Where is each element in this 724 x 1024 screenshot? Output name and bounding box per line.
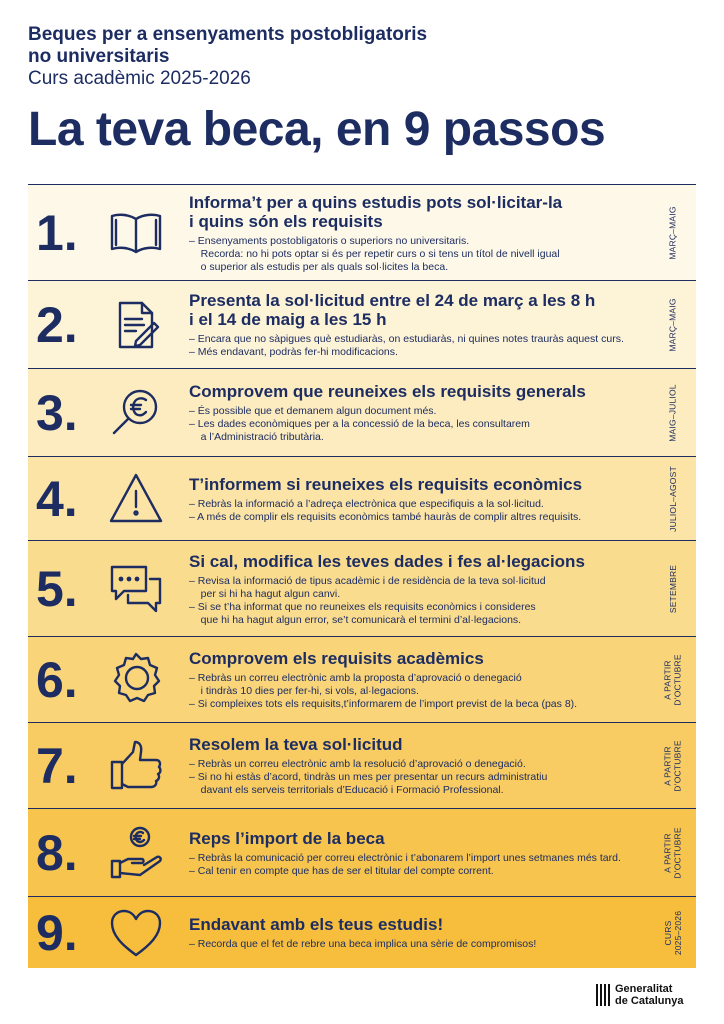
bullet-text: – Ensenyaments postobligatoris o superiors no universitaris. <box>189 234 470 247</box>
bullet-text: Recorda: no hi pots optar si és per repetir curs o si tens un títol de nivell igual <box>189 247 560 260</box>
euro-magnifier-icon <box>106 383 166 443</box>
period-label: MARÇ–MAIG <box>668 297 678 352</box>
bullet-text: – Les dades econòmiques per a la concessió de la beca, les consultarem <box>189 418 530 430</box>
bullet-text: a l’Administració tributària. <box>189 431 324 443</box>
bullet-text: per si hi ha hagut algun canvi. <box>189 587 341 600</box>
step-1 <box>28 184 696 280</box>
step-period <box>658 541 688 636</box>
step-period <box>658 897 688 968</box>
step-period <box>658 369 688 456</box>
bullet-text: – Rebràs la informació a l’adreça electrònica que especifiquis a la sol·licitud. <box>189 497 544 510</box>
document-pen-icon <box>106 295 166 355</box>
step-bullets <box>189 938 652 951</box>
step-period <box>658 809 688 896</box>
step-number: 1. <box>36 205 78 261</box>
bullet-text: – Si se t’ha informat que no reuneixes els requisits econòmics i consideres <box>189 600 536 613</box>
hand-euro-icon <box>106 823 166 883</box>
subtitle-line2: no universitaris <box>28 46 170 67</box>
bullet-text: – Més endavant, podràs fer-hi modificacions. <box>189 346 398 358</box>
bullet-text: – Rebràs la comunicació per correu electrònic i t’abonarem l’import unes setmanes més tard. <box>189 851 621 864</box>
step-bullets <box>189 852 652 878</box>
step-6 <box>28 636 696 722</box>
step-period <box>658 185 688 280</box>
step-heading: Presenta la sol·licitud entre el 24 de març a les 8 h i el 14 de maig a les 15 h <box>189 291 596 329</box>
header <box>28 24 708 156</box>
bullet-text: – Cal tenir en compte que has de ser el titular del compte corrent. <box>189 864 494 877</box>
step-number: 2. <box>36 297 78 353</box>
step-9 <box>28 896 696 968</box>
step-content <box>189 735 652 797</box>
bullet-text: – Rebràs un correu electrònic amb la proposta d’aprovació o denegació <box>189 672 522 684</box>
step-7 <box>28 722 696 808</box>
bullet-text: davant els serveis territorials d’Educació i Formació Professional. <box>189 784 504 796</box>
bullet-text: – Rebràs un correu electrònic amb la resolució d’aprovació o denegació. <box>189 758 526 770</box>
step-number: 8. <box>36 825 78 881</box>
open-book-icon <box>106 203 166 263</box>
warning-icon <box>106 469 166 529</box>
subtitle-line1: Beques per a ensenyaments postobligatoris <box>28 24 428 45</box>
award-badge-icon <box>106 650 166 710</box>
bullet-text: – Encara que no sàpigues què estudiaràs, on estudiaràs, ni quines notes trauràs aquest curs. <box>189 333 624 345</box>
step-bullets <box>189 235 652 274</box>
period-label: A PARTIR D’OCTUBRE <box>663 826 684 879</box>
step-bullets <box>189 672 652 711</box>
bullet-text: que hi ha hagut algun error, se’t comunicarà el termini d’al·legacions. <box>189 613 522 626</box>
chat-bubbles-icon <box>106 559 166 619</box>
period-label: A PARTIR D’OCTUBRE <box>663 653 684 706</box>
step-number: 3. <box>36 385 78 441</box>
step-number: 6. <box>36 652 78 708</box>
step-period <box>658 637 688 722</box>
bullet-text: o superior als estudis per als quals sol·licites la beca. <box>189 260 449 273</box>
step-number: 4. <box>36 471 78 527</box>
step-number: 7. <box>36 738 78 794</box>
step-content <box>189 649 652 711</box>
step-heading: Endavant amb els teus estudis! <box>189 915 444 934</box>
period-label: A PARTIR D’OCTUBRE <box>663 739 684 792</box>
logo-bars-icon <box>596 984 610 1006</box>
step-content <box>189 552 652 627</box>
period-label: MAIG–JULIOL <box>668 383 678 442</box>
step-bullets <box>189 498 652 524</box>
step-heading: Resolem la teva sol·licitud <box>189 735 403 754</box>
step-period <box>658 281 688 368</box>
bullet-text: – Recorda que el fet de rebre una beca implica una sèrie de compromisos! <box>189 938 537 950</box>
step-number: 5. <box>36 561 78 617</box>
step-heading: T’informem si reuneixes els requisits econòmics <box>189 474 583 494</box>
thumbs-up-icon <box>106 736 166 796</box>
bullet-text: – Si no hi estàs d’acord, tindràs un mes per presentar un recurs administratiu <box>189 771 548 783</box>
step-content <box>189 382 652 444</box>
period-label: SETEMBRE <box>668 564 679 613</box>
step-3 <box>28 368 696 456</box>
step-heading: Si cal, modifica les teves dades i fes al·legacions <box>189 551 585 571</box>
step-heading: Reps l’import de la beca <box>189 828 385 848</box>
step-bullets <box>189 405 652 444</box>
step-bullets <box>189 575 652 627</box>
step-bullets <box>189 758 652 797</box>
step-content <box>189 829 652 878</box>
course-year: Curs acadèmic 2025-2026 <box>28 68 251 89</box>
step-heading: Informa’t per a quins estudis pots sol·licitar-la i quins són els requisits <box>189 192 563 231</box>
step-4 <box>28 456 696 540</box>
step-number: 9. <box>36 905 78 961</box>
bullet-text: – Revisa la informació de tipus acadèmic i de residència de la teva sol·licitud <box>189 574 546 587</box>
step-period <box>658 723 688 808</box>
heart-icon <box>106 903 166 963</box>
period-label: MARÇ–MAIG <box>668 205 678 260</box>
bullet-text: i tindràs 10 dies per fer-hi, si vols, al·legacions. <box>189 685 419 697</box>
step-heading: Comprovem que reuneixes els requisits generals <box>189 382 586 401</box>
logo-line2: de Catalunya <box>615 995 684 1007</box>
step-content <box>189 915 652 951</box>
step-content <box>189 475 652 524</box>
generalitat-logo <box>596 983 683 1007</box>
step-content <box>189 291 652 359</box>
page-title: La teva beca, en 9 passos <box>28 103 606 156</box>
step-bullets <box>189 333 652 359</box>
period-label: CURS 2025–2026 <box>663 910 684 955</box>
bullet-text: – A més de complir els requisits econòmics també hauràs de complir altres requisits. <box>189 510 582 523</box>
period-label: JULIOL–AGOST <box>668 465 679 532</box>
steps-list <box>28 184 696 968</box>
step-5 <box>28 540 696 636</box>
step-8 <box>28 808 696 896</box>
step-heading: Comprovem els requisits acadèmics <box>189 649 484 668</box>
logo-line1: Generalitat <box>615 983 673 995</box>
step-period <box>658 457 688 540</box>
bullet-text: – És possible que et demanem algun document més. <box>189 405 437 417</box>
step-2 <box>28 280 696 368</box>
bullet-text: – Si compleixes tots els requisits,t’informarem de l’import previst de la beca (pas 8). <box>189 698 578 710</box>
step-content <box>189 193 652 274</box>
